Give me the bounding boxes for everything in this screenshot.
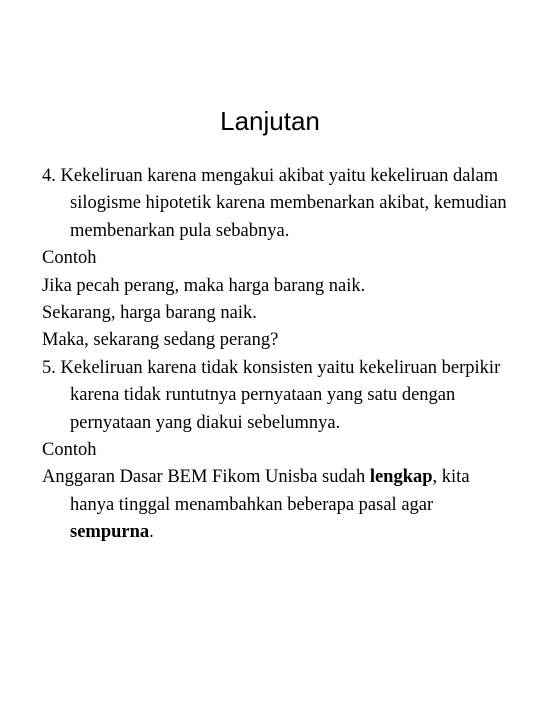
example-2-text-2: , kita hanya tinggal menambahkan beberapa pasal agar: [70, 467, 470, 515]
example-label-1: Contoh: [42, 248, 97, 269]
slide-title: Lanjutan: [220, 106, 320, 137]
example-2-bold-sempurna: sempurna: [70, 522, 150, 543]
example-1-line-1: Jika pecah perang, maka harga barang naik.: [42, 275, 366, 296]
example-1-line-2: Sekarang, harga barang naik.: [42, 303, 257, 324]
example-2-text-1: Anggaran Dasar BEM Fikom Unisba sudah: [42, 467, 370, 488]
slide-body: [42, 163, 518, 547]
item-5-paragraph: 5. Kekeliruan karena tidak konsisten yaitu kekeliruan berpikir karena tidak runtutnya pernyataan yang satu dengan pernyataan yang diakui sebelumnya.: [42, 357, 501, 433]
example-2-text-3: .: [149, 522, 154, 543]
example-1-line-3: Maka, sekarang sedang perang?: [42, 330, 279, 351]
example-label-2: Contoh: [42, 440, 97, 461]
example-2-bold-lengkap: lengkap: [369, 467, 433, 488]
item-4-paragraph: 4. Kekeliruan karena mengakui akibat yaitu kekeliruan dalam silogisme hipotetik karena membenarkan akibat, kemudian membenarkan pula sebabnya.: [42, 166, 507, 241]
example-2-paragraph: [42, 464, 518, 546]
